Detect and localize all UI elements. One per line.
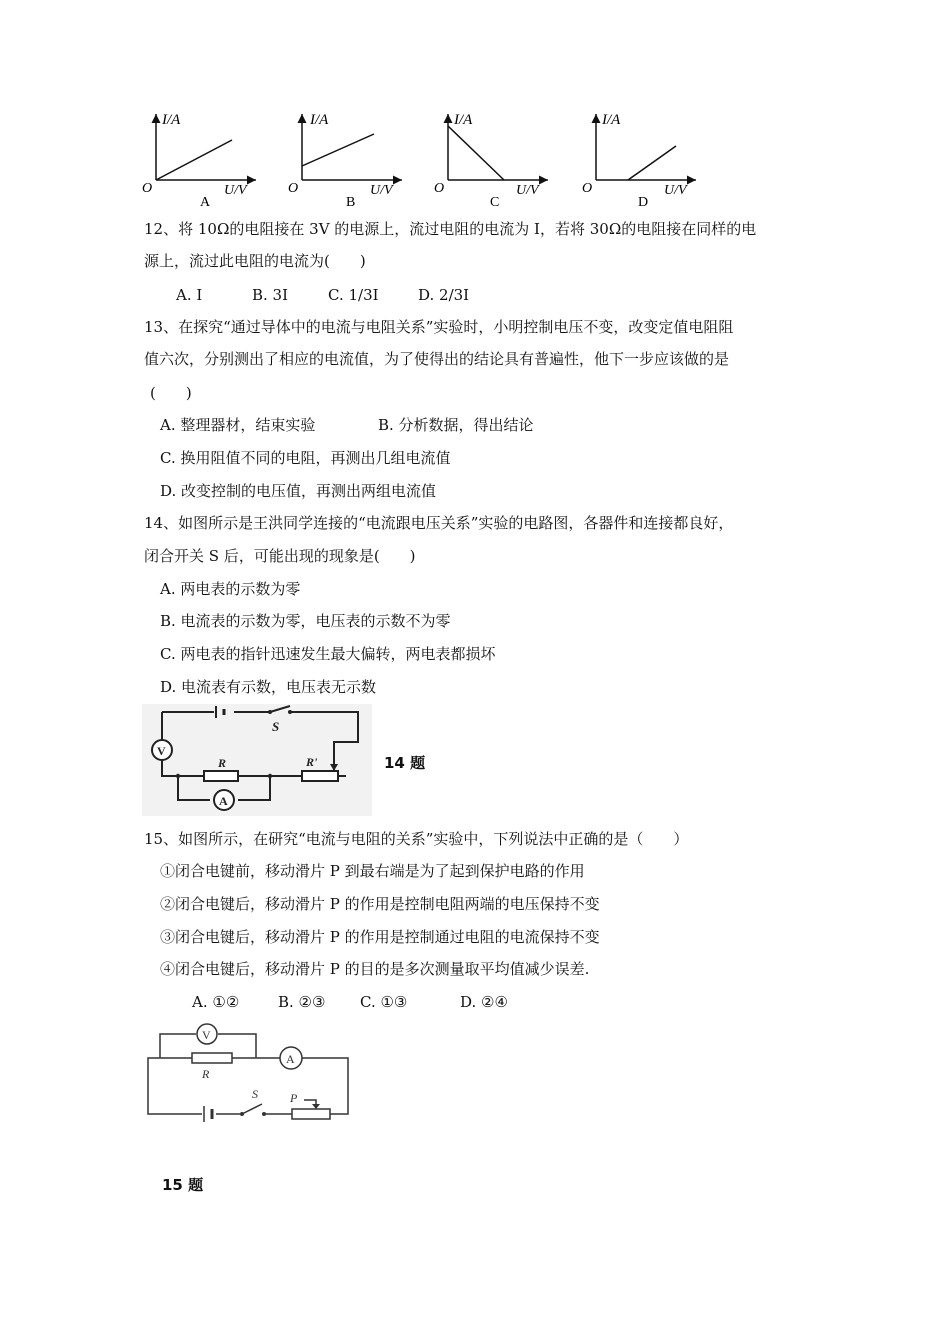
voltmeter-icon — [197, 1024, 217, 1044]
q13-option-d[interactable]: D. 改变控制的电压值，再测出两组电流值 — [160, 482, 437, 500]
q14-option-a[interactable]: A. 两电表的示数为零 — [160, 580, 301, 598]
q12-option-a[interactable]: A. I — [176, 286, 203, 304]
q15-line1: 15、如图所示，在研究“电流与电阻的关系”实验中，下列说法中正确的是（ ） — [144, 830, 689, 848]
graph-d-origin: O — [582, 181, 593, 196]
switch-icon — [240, 1087, 266, 1116]
graph-b-line — [302, 134, 374, 166]
graph-c-letter: C — [490, 195, 500, 210]
q13-option-c[interactable]: C. 换用阻值不同的电阻，再测出几组电流值 — [160, 449, 451, 467]
graph-b-origin: O — [288, 181, 299, 196]
q15-options — [192, 991, 508, 1013]
q11-graph-d — [582, 112, 696, 210]
q15-resistor-label: R — [202, 1067, 210, 1081]
q15-circuit-diagram — [144, 1022, 356, 1122]
q11-graph-c — [434, 112, 548, 210]
graph-d-x-label: U/V — [664, 183, 687, 198]
q15-statement-4: ④闭合电键后，移动滑片 P 的目的是多次测量取平均值减少误差. — [160, 960, 590, 978]
q14-circuit-diagram — [142, 704, 372, 816]
q15-option-b[interactable]: B. ②③ — [278, 993, 326, 1011]
graph-d-y-label: I/A — [602, 112, 621, 128]
q11-graph-b — [288, 112, 402, 210]
q14-option-d[interactable]: D. 电流表有示数，电压表无示数 — [160, 678, 377, 696]
q13-options-ab — [160, 414, 534, 436]
q15-option-d[interactable]: D. ②④ — [460, 993, 508, 1011]
q14-switch-label: S — [272, 719, 280, 734]
graph-a-x-label: U/V — [224, 183, 247, 198]
q14-ammeter-text: A — [219, 794, 228, 808]
q15-statement-2: ②闭合电键后，移动滑片 P 的作用是控制电阻两端的电压保持不变 — [160, 895, 600, 913]
q15-slider-label: P — [290, 1091, 298, 1105]
q12-option-c[interactable]: C. 1/3I — [328, 286, 379, 304]
graph-a-line — [156, 140, 232, 180]
graph-b-letter: B — [346, 195, 356, 210]
q15-option-c[interactable]: C. ①③ — [360, 993, 408, 1011]
q13-option-b[interactable]: B. 分析数据，得出结论 — [378, 416, 534, 434]
q13-option-a[interactable]: A. 整理器材，结束实验 — [160, 416, 316, 434]
q14-resistor-label: R — [218, 756, 227, 770]
graph-a-origin: O — [142, 181, 153, 196]
q15-option-a[interactable]: A. ①② — [192, 993, 240, 1011]
resistor-icon — [192, 1053, 232, 1081]
q12-line2: 源上，流过此电阻的电流为( ) — [144, 252, 366, 270]
q15-voltmeter-label: V — [202, 1028, 211, 1042]
graph-b-x-label: U/V — [370, 183, 393, 198]
q13-line1: 13、在探究“通过导体中的电流与电阻关系”实验时，小明控制电压不变，改变定值电阻阻 — [144, 318, 734, 336]
graph-c-origin: O — [434, 181, 445, 196]
ammeter-icon — [214, 790, 234, 810]
q15-statement-3: ③闭合电键后，移动滑片 P 的作用是控制通过电阻的电流保持不变 — [160, 928, 600, 946]
q13-line3: ( ) — [150, 384, 192, 402]
graph-c-x-label: U/V — [516, 183, 539, 198]
q13-line2: 值六次，分别测出了相应的电流值，为了使得出的结论具有普遍性，他下一步应该做的是 — [144, 350, 730, 368]
q14-line1: 14、如图所示是王洪同学连接的“电流跟电压关系”实验的电路图，各器件和连接都良好， — [144, 514, 734, 532]
q15-switch-label: S — [252, 1087, 258, 1101]
q12-options — [176, 284, 469, 306]
q12-option-b[interactable]: B. 3I — [252, 286, 289, 304]
q14-figure-caption: 14 题 — [384, 754, 426, 772]
q14-option-b[interactable]: B. 电流表的示数为零，电压表的示数不为零 — [160, 612, 451, 630]
q14-voltmeter-label: V — [157, 744, 166, 758]
q14-option-c[interactable]: C. 两电表的指针迅速发生最大偏转，两电表都损坏 — [160, 645, 496, 663]
graph-b-y-label: I/A — [310, 112, 329, 128]
graph-c-y-label: I/A — [454, 112, 473, 128]
q12-option-d[interactable]: D. 2/3I — [418, 286, 470, 304]
graph-a-letter: A — [200, 195, 211, 210]
voltmeter-icon — [152, 740, 172, 760]
rheostat-icon — [289, 1091, 330, 1119]
graph-d-line — [628, 146, 676, 180]
graph-d-letter: D — [638, 195, 649, 210]
ammeter-icon — [280, 1047, 302, 1069]
graph-c-line — [448, 126, 504, 180]
q11-graphs — [138, 108, 718, 210]
graph-a-y-label: I/A — [162, 112, 181, 128]
q15-figure-caption: 15 题 — [162, 1176, 204, 1194]
q11-graph-a — [142, 112, 256, 210]
q15-statement-1: ①闭合电键前，移动滑片 P 到最右端是为了起到保护电路的作用 — [160, 862, 585, 880]
q14-line2: 闭合开关 S 后，可能出现的现象是( ) — [144, 547, 416, 565]
q15-ammeter-label: A — [286, 1052, 295, 1066]
battery-icon — [204, 1106, 212, 1122]
q12-line1: 12、将 10Ω的电阻接在 3V 的电源上，流过电阻的电流为 I，若将 30Ω的电阻接在同样的电 — [144, 220, 757, 238]
q14-rheostat-label: R' — [306, 755, 318, 769]
